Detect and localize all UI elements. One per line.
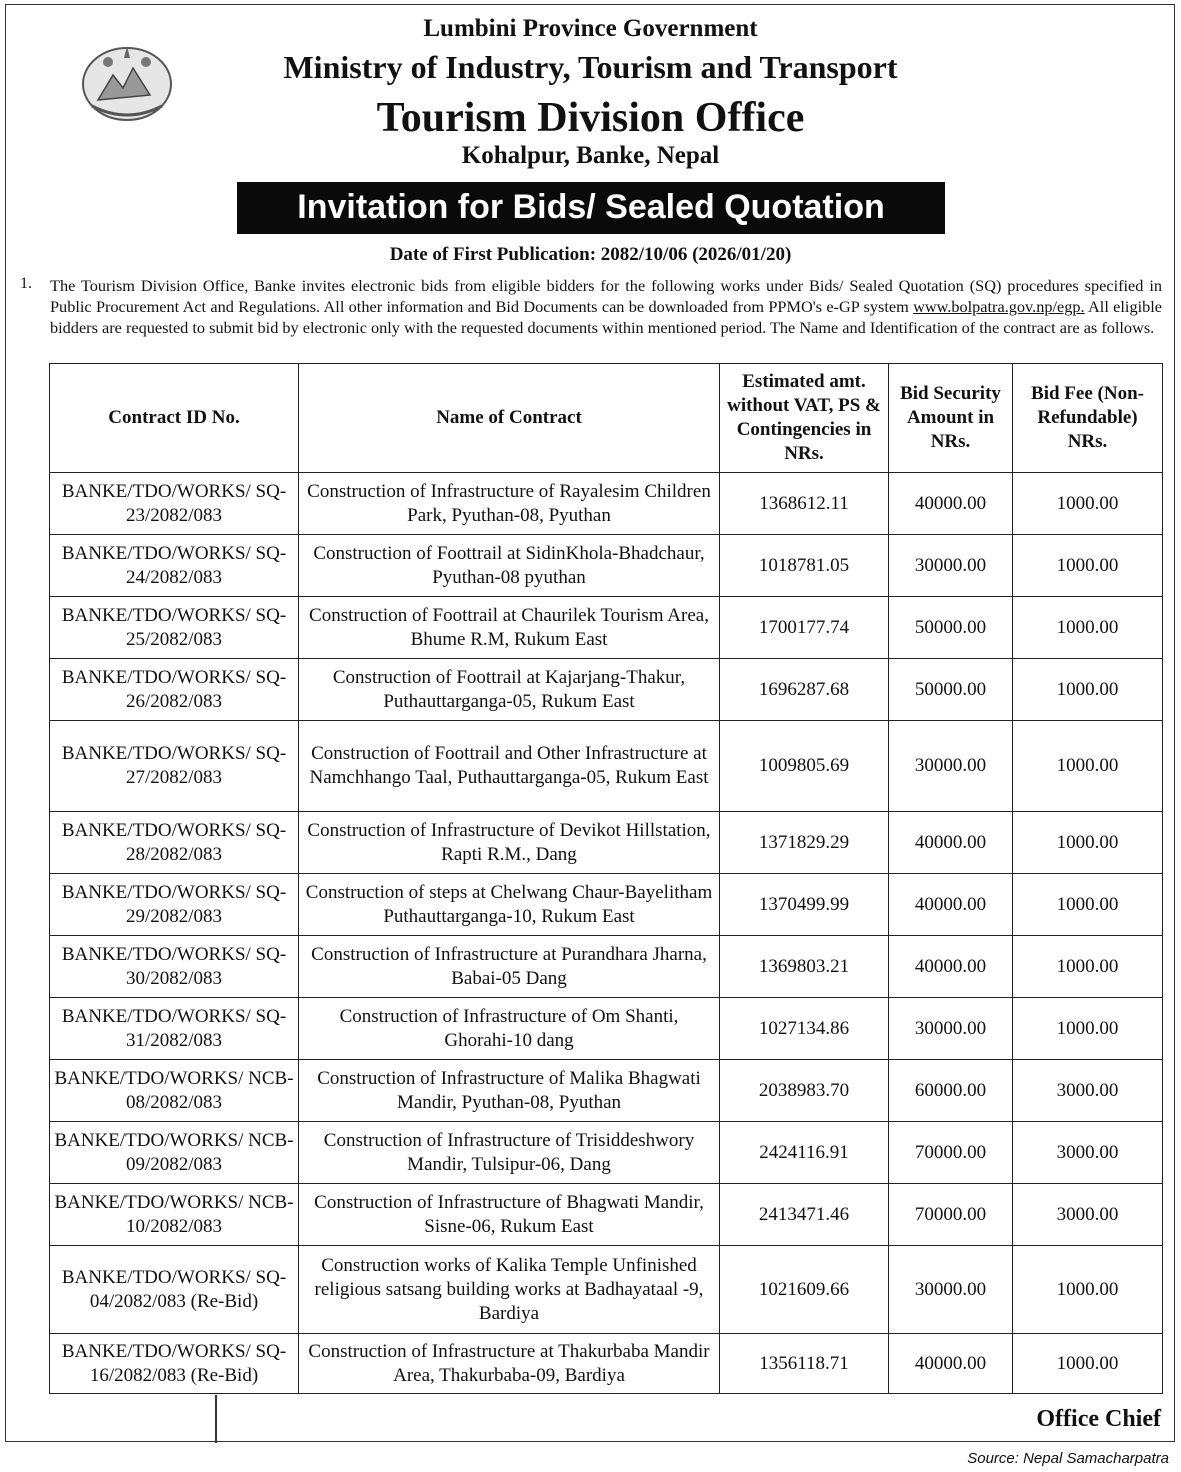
publication-date: Date of First Publication: 2082/10/06 (2026/01/20)	[389, 244, 792, 265]
table-row	[50, 1334, 1163, 1394]
contracts-table	[49, 363, 1163, 1394]
notice-title-banner: Invitation for Bids/ Sealed Quotation	[237, 182, 945, 234]
notice-paragraph	[50, 275, 1162, 338]
bid-security: 50000.00	[889, 597, 1013, 659]
bid-fee: 1000.00	[1013, 1334, 1163, 1394]
notice-text-1: The Tourism Division Office, Banke invites electronic bids from eligible bidders for the following works under Bids/ Sealed Quotation (SQ) procedures specified in Public Procurement Act and Regulations. All other information and Bid Documents can be downloaded from PPMO's e-GP system	[50, 276, 1162, 316]
bid-security: 40000.00	[889, 812, 1013, 874]
bid-fee: 1000.00	[1013, 936, 1163, 998]
table-row	[50, 1122, 1163, 1184]
bid-security: 40000.00	[889, 936, 1013, 998]
contract-name: Construction of Foottrail at Chaurilek Tourism Area, Bhume R.M, Rukum East	[299, 597, 720, 659]
table-row	[50, 659, 1163, 721]
contract-id: BANKE/TDO/WORKS/ SQ-16/2082/083 (Re-Bid)	[50, 1334, 299, 1394]
contract-name: Construction of Foottrail and Other Infrastructure at Namchhango Taal, Puthauttarganga-05, Rukum East	[299, 721, 720, 812]
contract-name: Construction of Infrastructure of Malika Bhagwati Mandir, Pyuthan-08, Pyuthan	[299, 1060, 720, 1122]
estimate: 1368612.11	[720, 473, 889, 535]
estimate: 1371829.29	[720, 812, 889, 874]
estimate: 1021609.66	[720, 1246, 889, 1334]
bid-security: 30000.00	[889, 721, 1013, 812]
bid-fee: 1000.00	[1013, 473, 1163, 535]
bid-fee: 1000.00	[1013, 597, 1163, 659]
bid-security: 60000.00	[889, 1060, 1013, 1122]
contract-name: Construction of Infrastructure of Bhagwati Mandir, Sisne-06, Rukum East	[299, 1184, 720, 1246]
estimate: 1356118.71	[720, 1334, 889, 1394]
office-name: Tourism Division Office	[376, 95, 805, 141]
contract-name: Construction of Infrastructure of Devikot Hillstation, Rapti R.M., Dang	[299, 812, 720, 874]
estimate: 1369803.21	[720, 936, 889, 998]
contract-id: BANKE/TDO/WORKS/ NCB-08/2082/083	[50, 1060, 299, 1122]
bid-security: 30000.00	[889, 535, 1013, 597]
header-estimate: Estimated amt. without VAT, PS & Contingencies in NRs.	[720, 364, 889, 473]
contract-id: BANKE/TDO/WORKS/ SQ-23/2082/083	[50, 473, 299, 535]
contract-id: BANKE/TDO/WORKS/ SQ-25/2082/083	[50, 597, 299, 659]
bid-fee: 1000.00	[1013, 874, 1163, 936]
contract-name: Construction of Infrastructure at Thakurbaba Mandir Area, Thakurbaba-09, Bardiya	[299, 1334, 720, 1394]
contract-id: BANKE/TDO/WORKS/ SQ-24/2082/083	[50, 535, 299, 597]
province-name: Lumbini Province Government	[423, 15, 758, 42]
office-location: Kohalpur, Banke, Nepal	[461, 142, 720, 169]
contract-name: Construction of steps at Chelwang Chaur-Bayelitham Puthauttarganga-10, Rukum East	[299, 874, 720, 936]
bid-security: 40000.00	[889, 473, 1013, 535]
estimate: 1370499.99	[720, 874, 889, 936]
estimate: 2413471.46	[720, 1184, 889, 1246]
bid-security: 50000.00	[889, 659, 1013, 721]
contract-id: BANKE/TDO/WORKS/ SQ-31/2082/083	[50, 998, 299, 1060]
bid-fee: 1000.00	[1013, 535, 1163, 597]
bid-fee: 1000.00	[1013, 998, 1163, 1060]
bid-security: 70000.00	[889, 1184, 1013, 1246]
bid-fee: 3000.00	[1013, 1060, 1163, 1122]
bid-fee: 1000.00	[1013, 659, 1163, 721]
estimate: 2424116.91	[720, 1122, 889, 1184]
header-contract-name: Name of Contract	[299, 364, 720, 473]
table-row	[50, 535, 1163, 597]
bid-fee: 1000.00	[1013, 1246, 1163, 1334]
table-row	[50, 1184, 1163, 1246]
contract-name: Construction of Infrastructure of Om Shanti, Ghorahi-10 dang	[299, 998, 720, 1060]
notice-text-2: All eligible bidders are requested to submit bid by electronic only with the requested documents within mentioned period. The Name and Identification of the contract are as follows.	[50, 297, 1163, 337]
contract-name: Construction of Infrastructure of Rayalesim Children Park, Pyuthan-08, Pyuthan	[299, 473, 720, 535]
paragraph-number: 1.	[20, 275, 32, 292]
contract-name: Construction of Foottrail at SidinKhola-Bhadchaur, Pyuthan-08 pyuthan	[299, 535, 720, 597]
contract-id: BANKE/TDO/WORKS/ SQ-28/2082/083	[50, 812, 299, 874]
table-row	[50, 1060, 1163, 1122]
signature-title: Office Chief	[1036, 1406, 1161, 1432]
table-row	[50, 812, 1163, 874]
estimate: 1696287.68	[720, 659, 889, 721]
divider-line	[215, 1395, 217, 1443]
estimate: 1018781.05	[720, 535, 889, 597]
estimate: 1027134.86	[720, 998, 889, 1060]
contract-name: Construction of Infrastructure at Purandhara Jharna, Babai-05 Dang	[299, 936, 720, 998]
table-row	[50, 874, 1163, 936]
table-row	[50, 1246, 1163, 1334]
contract-id: BANKE/TDO/WORKS/ NCB-09/2082/083	[50, 1122, 299, 1184]
header-contract-id: Contract ID No.	[50, 364, 299, 473]
bid-fee: 1000.00	[1013, 721, 1163, 812]
bid-fee: 3000.00	[1013, 1184, 1163, 1246]
table-row	[50, 721, 1163, 812]
bid-security: 70000.00	[889, 1122, 1013, 1184]
egp-link[interactable]: www.bolpatra.gov.np/egp.	[913, 297, 1085, 316]
contract-name: Construction of Infrastructure of Trisiddeshwory Mandir, Tulsipur-06, Dang	[299, 1122, 720, 1184]
bid-security: 30000.00	[889, 998, 1013, 1060]
contract-id: BANKE/TDO/WORKS/ NCB-10/2082/083	[50, 1184, 299, 1246]
estimate: 1009805.69	[720, 721, 889, 812]
bid-security: 40000.00	[889, 1334, 1013, 1394]
bid-fee: 1000.00	[1013, 812, 1163, 874]
ministry-name: Ministry of Industry, Tourism and Transport	[283, 49, 898, 85]
table-row	[50, 597, 1163, 659]
table-row	[50, 936, 1163, 998]
table-header-row	[50, 364, 1163, 473]
contract-id: BANKE/TDO/WORKS/ SQ-30/2082/083	[50, 936, 299, 998]
estimate: 1700177.74	[720, 597, 889, 659]
contract-name: Construction of Foottrail at Kajarjang-Thakur, Puthauttarganga-05, Rukum East	[299, 659, 720, 721]
table-row	[50, 473, 1163, 535]
estimate: 2038983.70	[720, 1060, 889, 1122]
bid-security: 40000.00	[889, 874, 1013, 936]
contract-id: BANKE/TDO/WORKS/ SQ-04/2082/083 (Re-Bid)	[50, 1246, 299, 1334]
bid-fee: 3000.00	[1013, 1122, 1163, 1184]
contract-id: BANKE/TDO/WORKS/ SQ-27/2082/083	[50, 721, 299, 812]
contract-id: BANKE/TDO/WORKS/ SQ-29/2082/083	[50, 874, 299, 936]
header-bid-fee: Bid Fee (Non-Refundable) NRs.	[1013, 364, 1163, 473]
header-bid-security: Bid Security Amount in NRs.	[889, 364, 1013, 473]
contract-id: BANKE/TDO/WORKS/ SQ-26/2082/083	[50, 659, 299, 721]
bid-security: 30000.00	[889, 1246, 1013, 1334]
table-row	[50, 998, 1163, 1060]
contract-name: Construction works of Kalika Temple Unfinished religious satsang building works at Badhayataal -9, Bardiya	[299, 1246, 720, 1334]
source-credit: Source: Nepal Samacharpatra	[967, 1450, 1169, 1467]
